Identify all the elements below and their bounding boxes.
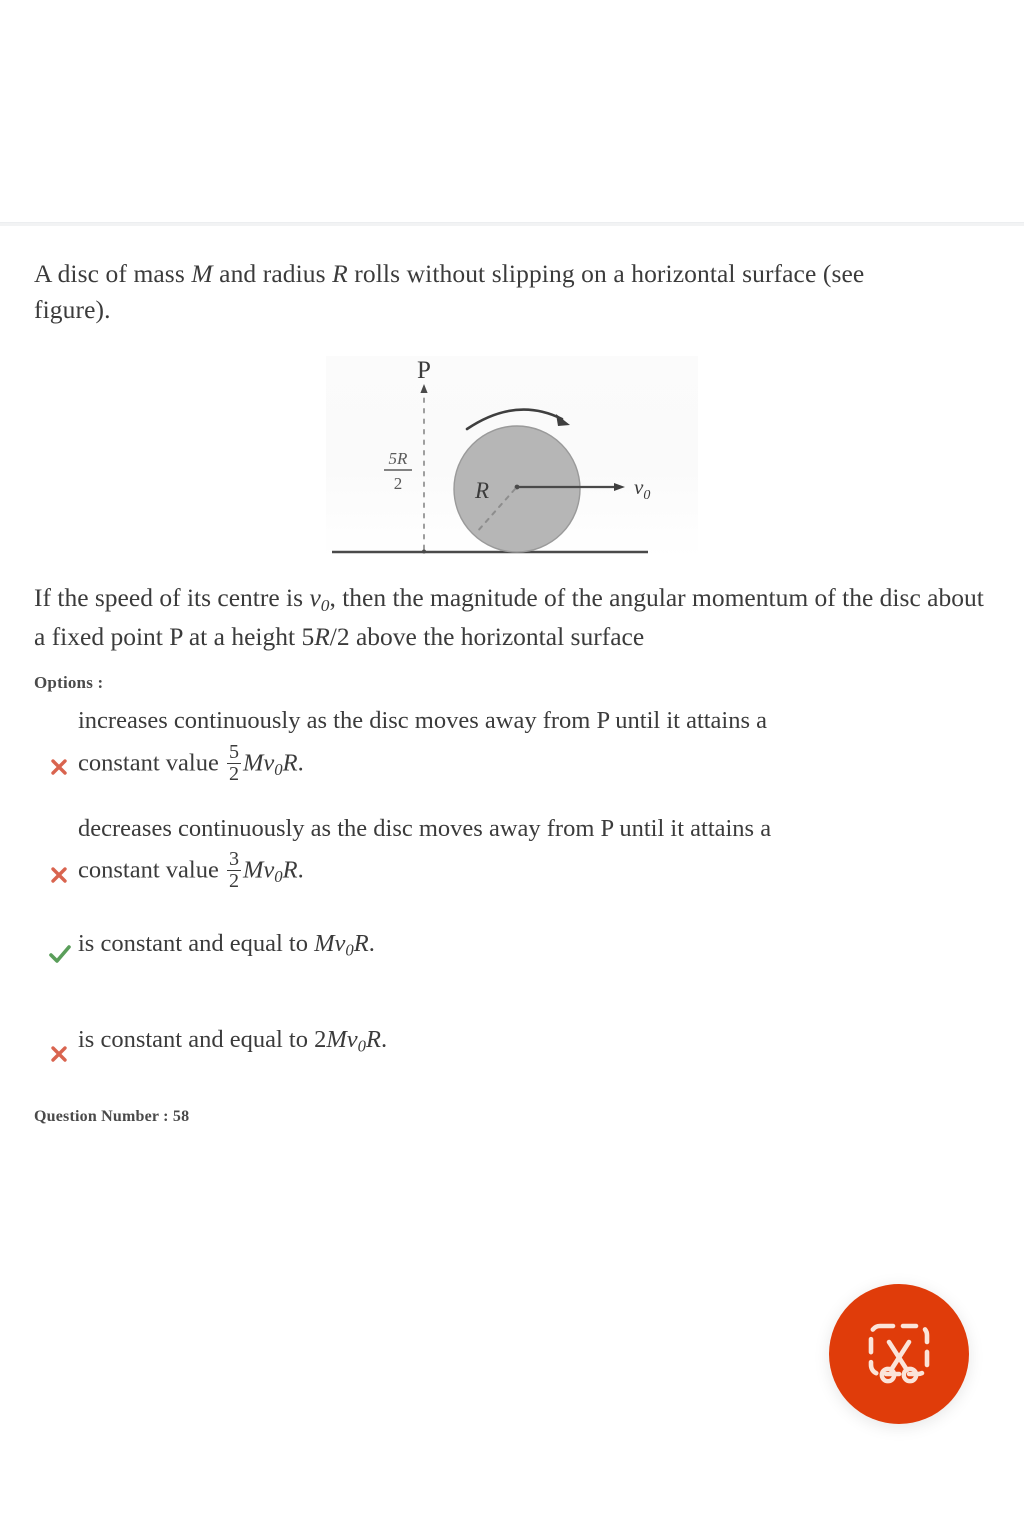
option-c-symbol-M: M bbox=[314, 930, 335, 958]
label-radius-R: R bbox=[474, 478, 490, 504]
option-c-symbol-R: R bbox=[353, 930, 369, 958]
option-b-symbol-M: M bbox=[243, 856, 264, 884]
question-page bbox=[0, 256, 1024, 1126]
cross-icon bbox=[48, 1040, 70, 1062]
rolling-disc-figure bbox=[326, 356, 698, 558]
option-c-symbol-v: v bbox=[334, 930, 346, 958]
options-label: Options : bbox=[34, 673, 104, 693]
stem2-symbol-v: v bbox=[309, 583, 321, 613]
ground-contact-dot bbox=[422, 550, 426, 554]
option-b-symbol-R: R bbox=[282, 856, 298, 884]
top-blank-area bbox=[0, 0, 1024, 222]
option-c-line1 bbox=[78, 926, 990, 964]
option-d-symbol-v: v bbox=[346, 1026, 358, 1054]
label-point-P: P bbox=[417, 357, 431, 385]
svg-text:2: 2 bbox=[393, 474, 403, 494]
option-c[interactable] bbox=[34, 926, 990, 978]
option-d-symbol-R: R bbox=[365, 1026, 381, 1054]
option-d-prefix: is constant and equal to bbox=[78, 1026, 315, 1054]
option-c-prefix: is constant and equal to bbox=[78, 930, 315, 958]
option-b-frac-num: 3 bbox=[228, 848, 239, 871]
option-d-symbol-M: M bbox=[326, 1026, 347, 1054]
option-a-symbol-R: R bbox=[282, 749, 298, 777]
snip-scissors-icon bbox=[865, 1320, 933, 1388]
option-b-line2 bbox=[78, 849, 990, 892]
figure-container bbox=[34, 356, 990, 558]
rolling-disc-diagram bbox=[326, 356, 698, 558]
option-a-period: . bbox=[297, 749, 304, 777]
options-list bbox=[34, 703, 990, 1074]
question-stem bbox=[34, 256, 990, 328]
label-height-5R-over-2 bbox=[384, 449, 412, 493]
height-arrowhead bbox=[420, 384, 427, 393]
option-b-prefix: constant value bbox=[78, 856, 225, 884]
option-c-period: . bbox=[368, 930, 375, 958]
option-a-frac-num: 5 bbox=[228, 740, 239, 763]
option-d[interactable] bbox=[34, 1022, 990, 1074]
option-a-line1: increases continuously as the disc moves away from P until it attains a bbox=[78, 707, 768, 735]
option-b-fraction bbox=[227, 849, 241, 892]
option-a-symbol-v-sub: 0 bbox=[274, 759, 283, 779]
cross-icon bbox=[48, 861, 70, 883]
stem2-text-b: , then the magnitude of the angular momentum of bbox=[329, 583, 836, 613]
option-d-coef: 2 bbox=[314, 1026, 327, 1054]
stem-text-part3: rolls without slipping on a horizontal surface (see bbox=[347, 259, 865, 288]
option-a-symbol-M: M bbox=[243, 749, 264, 777]
stem-text-part1: A disc of mass bbox=[34, 259, 192, 288]
stem2-text-c: the disc about a fixed point P at a height 5 bbox=[34, 583, 984, 651]
option-a-fraction bbox=[227, 742, 241, 785]
option-b-symbol-v: v bbox=[263, 856, 275, 884]
option-d-period: . bbox=[380, 1026, 388, 1054]
header-divider bbox=[0, 222, 1024, 226]
option-b-period: . bbox=[297, 856, 304, 884]
option-b-symbol-v-sub: 0 bbox=[274, 867, 283, 887]
svg-text:5R: 5R bbox=[388, 449, 408, 469]
option-b-line1: decreases continuously as the disc moves away from P until it attains a bbox=[78, 814, 772, 842]
option-a-frac-den: 2 bbox=[228, 762, 239, 785]
option-c-symbol-v-sub: 0 bbox=[345, 940, 354, 960]
stem2-text-a: If the speed of its centre is bbox=[34, 583, 310, 613]
option-d-line1 bbox=[78, 1022, 990, 1060]
stem-symbol-radius: R bbox=[332, 259, 348, 288]
question-stem-continued bbox=[34, 580, 990, 655]
option-a-line2 bbox=[78, 742, 990, 785]
option-a-symbol-v: v bbox=[263, 749, 275, 777]
stem2-text-d: /2 above the horizontal surface bbox=[329, 621, 645, 651]
option-d-symbol-v-sub: 0 bbox=[357, 1036, 366, 1056]
stem-text-part4: figure). bbox=[34, 295, 111, 325]
cross-icon bbox=[48, 753, 70, 775]
label-velocity-v0: $v_0$ bbox=[634, 475, 651, 504]
stem-symbol-mass: M bbox=[191, 259, 213, 288]
question-number: Question Number : 58 bbox=[34, 1108, 190, 1126]
option-a-prefix: constant value bbox=[78, 749, 225, 777]
stem-text-part2: and radius bbox=[212, 259, 333, 288]
snip-tool-button[interactable] bbox=[829, 1284, 969, 1424]
option-b[interactable] bbox=[34, 811, 990, 893]
stem2-symbol-v-sub: 0 bbox=[320, 596, 330, 616]
option-b-frac-den: 2 bbox=[228, 870, 239, 893]
check-icon bbox=[48, 940, 70, 962]
stem2-symbol-R: R bbox=[314, 621, 330, 651]
option-a[interactable] bbox=[34, 703, 990, 785]
